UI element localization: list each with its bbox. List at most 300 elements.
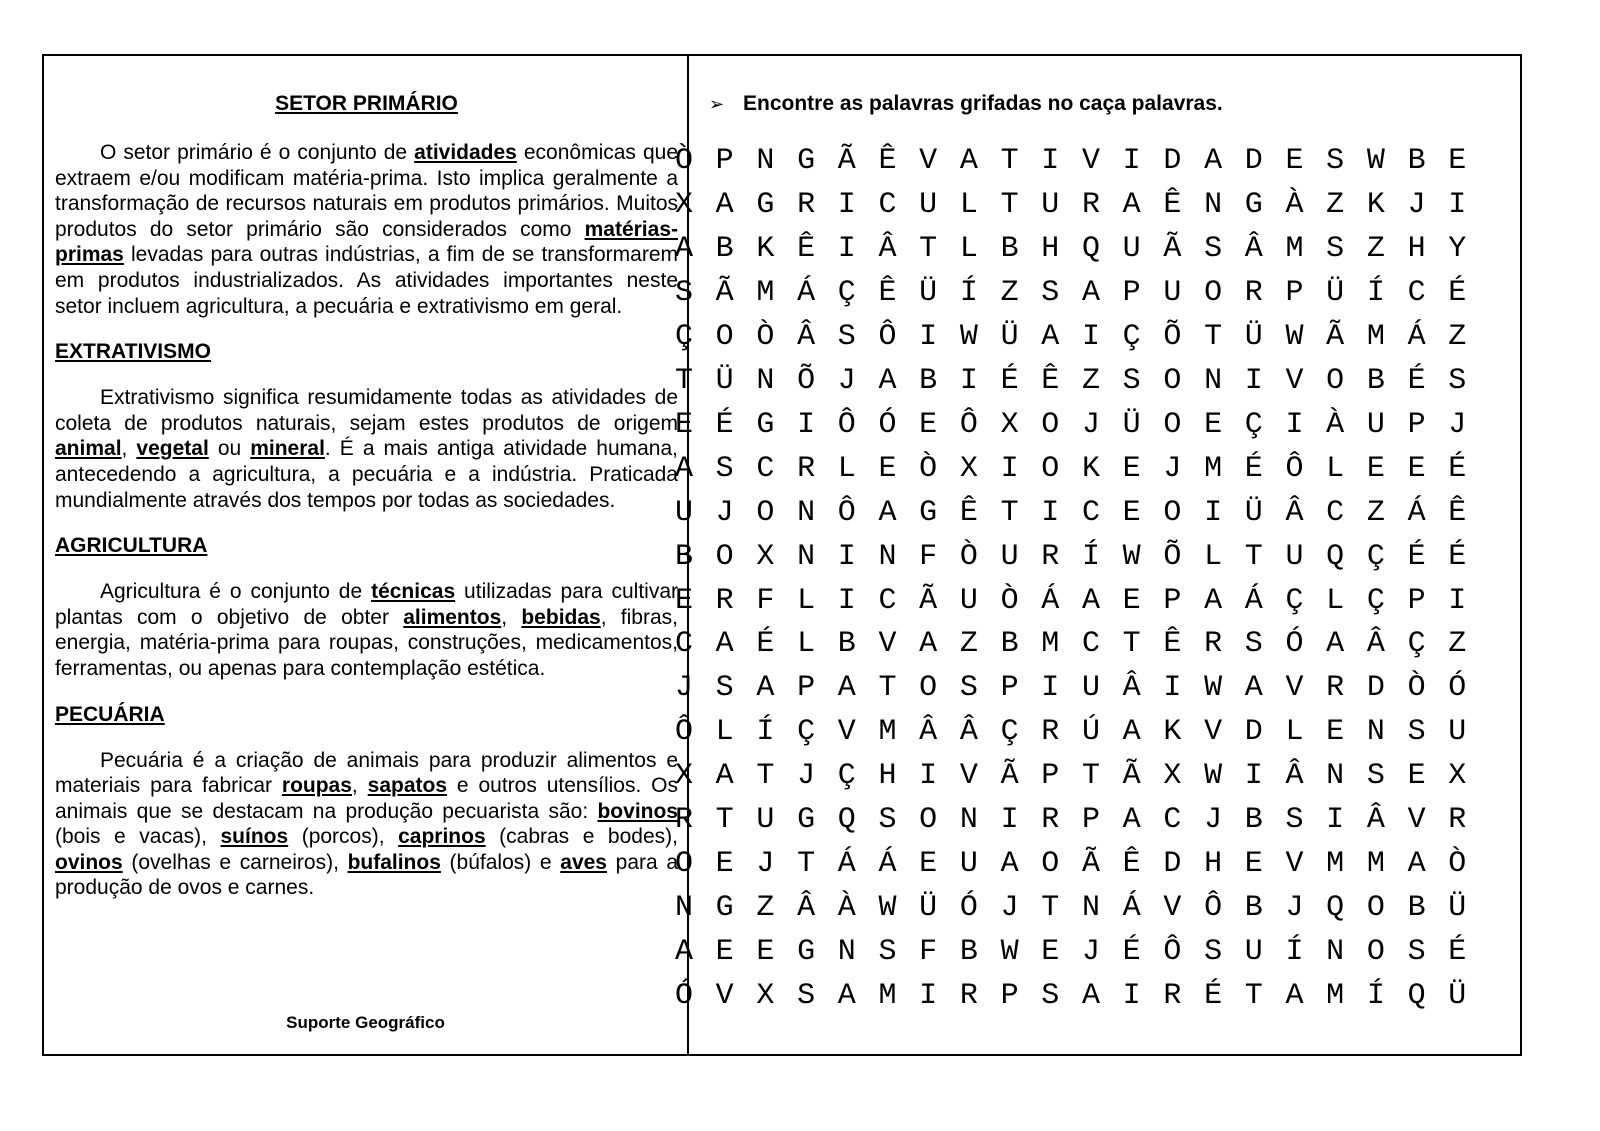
grid-letter[interactable]: Ô	[959, 407, 978, 442]
grid-letter[interactable]: I	[1326, 803, 1345, 838]
grid-letter[interactable]: A	[1081, 583, 1100, 618]
grid-letter[interactable]: E	[715, 847, 734, 882]
grid-letter[interactable]: E	[674, 407, 693, 442]
grid-letter[interactable]: A	[1122, 803, 1141, 838]
grid-letter[interactable]: N	[1326, 935, 1345, 970]
grid-letter[interactable]: Ç	[1366, 583, 1385, 618]
grid-letter[interactable]: S	[715, 451, 734, 486]
grid-letter[interactable]: A	[1081, 275, 1100, 310]
grid-letter[interactable]: Õ	[1163, 319, 1182, 354]
grid-letter[interactable]: Z	[1000, 275, 1019, 310]
grid-letter[interactable]: T	[1122, 627, 1141, 662]
grid-letter[interactable]: S	[1407, 935, 1426, 970]
grid-letter[interactable]: Ü	[715, 363, 734, 398]
grid-letter[interactable]: Y	[1448, 231, 1467, 266]
grid-letter[interactable]: E	[1204, 407, 1223, 442]
grid-letter[interactable]: T	[674, 363, 693, 398]
grid-letter[interactable]: I	[837, 187, 856, 222]
grid-letter[interactable]: Ã	[837, 144, 856, 178]
grid-letter[interactable]: X	[959, 451, 978, 486]
grid-letter[interactable]: P	[1163, 583, 1182, 618]
grid-letter[interactable]: Ç	[797, 715, 816, 750]
grid-letter[interactable]: Á	[1407, 319, 1426, 354]
grid-letter[interactable]: Í	[1081, 539, 1100, 574]
grid-letter[interactable]: I	[1285, 407, 1304, 442]
grid-letter[interactable]: I	[919, 759, 938, 794]
grid-letter[interactable]: Ü	[1122, 407, 1141, 442]
grid-letter[interactable]: F	[756, 583, 775, 618]
grid-letter[interactable]: I	[1000, 803, 1019, 838]
grid-letter[interactable]: Ç	[1366, 539, 1385, 574]
grid-letter[interactable]: I	[837, 539, 856, 574]
grid-letter[interactable]: A	[1081, 979, 1100, 1014]
grid-letter[interactable]: I	[959, 363, 978, 398]
grid-letter[interactable]: A	[715, 627, 734, 662]
grid-letter[interactable]: W	[1285, 319, 1304, 354]
grid-letter[interactable]: Ò	[756, 319, 775, 354]
grid-letter[interactable]: S	[878, 935, 897, 970]
grid-letter[interactable]: M	[878, 979, 897, 1014]
grid-letter[interactable]: É	[756, 627, 775, 662]
grid-letter[interactable]: G	[797, 935, 816, 970]
grid-letter[interactable]: H	[1204, 847, 1223, 882]
grid-letter[interactable]: J	[1163, 451, 1182, 486]
grid-letter[interactable]: H	[1041, 231, 1060, 266]
grid-letter[interactable]: Z	[1366, 231, 1385, 266]
grid-letter[interactable]: I	[1081, 319, 1100, 354]
grid-letter[interactable]: R	[1448, 803, 1467, 838]
grid-letter[interactable]: Á	[837, 847, 856, 882]
grid-letter[interactable]: L	[1326, 451, 1345, 486]
grid-letter[interactable]: Q	[837, 803, 856, 838]
grid-letter[interactable]: U	[1244, 935, 1263, 970]
grid-letter[interactable]: K	[1163, 715, 1182, 750]
grid-letter[interactable]: Í	[1285, 935, 1304, 970]
grid-letter[interactable]: U	[1366, 407, 1385, 442]
grid-letter[interactable]: T	[1000, 187, 1019, 222]
grid-letter[interactable]: N	[756, 363, 775, 398]
grid-letter[interactable]: G	[1244, 187, 1263, 222]
grid-letter[interactable]: B	[959, 935, 978, 970]
grid-letter[interactable]: I	[837, 231, 856, 266]
grid-letter[interactable]: À	[1285, 187, 1304, 222]
grid-letter[interactable]: S	[1326, 144, 1345, 178]
grid-letter[interactable]: Ü	[919, 891, 938, 926]
grid-letter[interactable]: O	[1163, 363, 1182, 398]
grid-letter[interactable]: E	[674, 583, 693, 618]
grid-letter[interactable]: Ô	[837, 407, 856, 442]
grid-letter[interactable]: I	[1041, 671, 1060, 706]
grid-letter[interactable]: L	[1204, 539, 1223, 574]
grid-letter[interactable]: E	[1122, 583, 1141, 618]
grid-letter[interactable]: Ê	[797, 231, 816, 266]
grid-letter[interactable]: P	[1285, 275, 1304, 310]
grid-letter[interactable]: A	[1000, 847, 1019, 882]
grid-letter[interactable]: Â	[1366, 627, 1385, 662]
grid-letter[interactable]: Q	[1326, 891, 1345, 926]
grid-letter[interactable]: J	[1081, 407, 1100, 442]
grid-letter[interactable]: É	[1407, 363, 1426, 398]
grid-letter[interactable]: I	[919, 979, 938, 1014]
grid-letter[interactable]: S	[878, 803, 897, 838]
grid-letter[interactable]: U	[756, 803, 775, 838]
grid-letter[interactable]: É	[1204, 979, 1223, 1014]
grid-letter[interactable]: Q	[1326, 539, 1345, 574]
grid-letter[interactable]: N	[1204, 187, 1223, 222]
grid-letter[interactable]: É	[1407, 539, 1426, 574]
grid-letter[interactable]: Á	[1122, 891, 1141, 926]
grid-letter[interactable]: U	[1000, 539, 1019, 574]
grid-letter[interactable]: E	[1122, 451, 1141, 486]
grid-letter[interactable]: Ã	[919, 583, 938, 618]
grid-letter[interactable]: N	[1204, 363, 1223, 398]
grid-letter[interactable]: N	[797, 495, 816, 530]
grid-letter[interactable]: P	[1000, 671, 1019, 706]
grid-letter[interactable]: Ò	[1448, 847, 1467, 882]
grid-letter[interactable]: Z	[1326, 187, 1345, 222]
grid-letter[interactable]: P	[1407, 407, 1426, 442]
grid-letter[interactable]: S	[715, 671, 734, 706]
grid-letter[interactable]: R	[1244, 275, 1263, 310]
grid-letter[interactable]: D	[1163, 144, 1182, 178]
grid-letter[interactable]: S	[1244, 627, 1263, 662]
grid-letter[interactable]: E	[1407, 451, 1426, 486]
grid-letter[interactable]: Â	[1122, 671, 1141, 706]
grid-letter[interactable]: U	[674, 495, 693, 530]
grid-letter[interactable]: O	[1041, 847, 1060, 882]
grid-letter[interactable]: Ê	[878, 275, 897, 310]
grid-letter[interactable]: Q	[1081, 231, 1100, 266]
grid-letter[interactable]: Â	[1285, 495, 1304, 530]
grid-letter[interactable]: Ã	[1081, 847, 1100, 882]
grid-letter[interactable]: Í	[756, 715, 775, 750]
grid-letter[interactable]: V	[1285, 671, 1304, 706]
grid-letter[interactable]: Ò	[1000, 583, 1019, 618]
grid-letter[interactable]: R	[797, 187, 816, 222]
grid-letter[interactable]: L	[715, 715, 734, 750]
grid-letter[interactable]: T	[1244, 979, 1263, 1014]
grid-letter[interactable]: O	[1204, 275, 1223, 310]
grid-letter[interactable]: N	[1366, 715, 1385, 750]
grid-letter[interactable]: G	[797, 803, 816, 838]
grid-letter[interactable]: A	[919, 627, 938, 662]
grid-letter[interactable]: K	[1081, 451, 1100, 486]
grid-letter[interactable]: C	[878, 583, 897, 618]
grid-letter[interactable]: S	[797, 979, 816, 1014]
grid-letter[interactable]: F	[919, 539, 938, 574]
grid-letter[interactable]: N	[674, 891, 693, 926]
grid-letter[interactable]: D	[1244, 715, 1263, 750]
grid-letter[interactable]: Á	[1407, 495, 1426, 530]
grid-letter[interactable]: Â	[1366, 803, 1385, 838]
grid-letter[interactable]: T	[878, 671, 897, 706]
grid-letter[interactable]: I	[1122, 979, 1141, 1014]
grid-letter[interactable]: W	[1366, 144, 1385, 178]
grid-letter[interactable]: T	[919, 231, 938, 266]
grid-letter[interactable]: R	[959, 979, 978, 1014]
grid-letter[interactable]: V	[1081, 144, 1100, 178]
grid-letter[interactable]: M	[756, 275, 775, 310]
grid-letter[interactable]: P	[1000, 979, 1019, 1014]
grid-letter[interactable]: P	[1407, 583, 1426, 618]
grid-letter[interactable]: C	[1081, 495, 1100, 530]
grid-letter[interactable]: Ô	[878, 319, 897, 354]
grid-letter[interactable]: N	[959, 803, 978, 838]
grid-letter[interactable]: J	[1081, 935, 1100, 970]
grid-letter[interactable]: Z	[756, 891, 775, 926]
grid-letter[interactable]: E	[1041, 935, 1060, 970]
grid-letter[interactable]: O	[1366, 935, 1385, 970]
grid-letter[interactable]: Z	[1366, 495, 1385, 530]
grid-letter[interactable]: Ò	[919, 451, 938, 486]
grid-letter[interactable]: I	[1448, 187, 1467, 222]
grid-letter[interactable]: I	[1041, 144, 1060, 178]
grid-letter[interactable]: G	[797, 144, 816, 178]
grid-letter[interactable]: A	[674, 231, 693, 266]
grid-letter[interactable]: E	[1326, 715, 1345, 750]
grid-letter[interactable]: Ò	[674, 144, 693, 178]
grid-letter[interactable]: E	[1122, 495, 1141, 530]
grid-letter[interactable]: L	[797, 583, 816, 618]
grid-letter[interactable]: J	[1204, 803, 1223, 838]
grid-letter[interactable]: G	[756, 407, 775, 442]
grid-letter[interactable]: E	[756, 935, 775, 970]
grid-letter[interactable]: V	[1407, 803, 1426, 838]
grid-letter[interactable]: Ç	[837, 759, 856, 794]
grid-letter[interactable]: I	[1163, 671, 1182, 706]
grid-letter[interactable]: C	[1407, 275, 1426, 310]
grid-letter[interactable]: T	[797, 847, 816, 882]
grid-letter[interactable]: Ç	[1407, 627, 1426, 662]
grid-letter[interactable]: J	[1000, 891, 1019, 926]
grid-letter[interactable]: L	[837, 451, 856, 486]
grid-letter[interactable]: T	[1000, 144, 1019, 178]
grid-letter[interactable]: I	[797, 407, 816, 442]
grid-letter[interactable]: Õ	[797, 363, 816, 398]
grid-letter[interactable]: O	[715, 539, 734, 574]
grid-letter[interactable]: L	[959, 187, 978, 222]
grid-letter[interactable]: Ç	[674, 319, 693, 354]
grid-letter[interactable]: J	[797, 759, 816, 794]
grid-letter[interactable]: P	[1122, 275, 1141, 310]
grid-letter[interactable]: Ç	[1244, 407, 1263, 442]
grid-letter[interactable]: B	[1000, 627, 1019, 662]
grid-letter[interactable]: X	[756, 979, 775, 1014]
grid-letter[interactable]: A	[837, 671, 856, 706]
grid-letter[interactable]: N	[878, 539, 897, 574]
grid-letter[interactable]: L	[1285, 715, 1304, 750]
grid-letter[interactable]: M	[1366, 847, 1385, 882]
grid-letter[interactable]: É	[1244, 451, 1263, 486]
grid-letter[interactable]: A	[1326, 627, 1345, 662]
grid-letter[interactable]: E	[1407, 759, 1426, 794]
grid-letter[interactable]: T	[1081, 759, 1100, 794]
grid-letter[interactable]: V	[1204, 715, 1223, 750]
grid-letter[interactable]: R	[1081, 187, 1100, 222]
grid-letter[interactable]: H	[878, 759, 897, 794]
grid-letter[interactable]: M	[1326, 847, 1345, 882]
grid-letter[interactable]: Ô	[837, 495, 856, 530]
grid-letter[interactable]: W	[959, 319, 978, 354]
grid-letter[interactable]: N	[1326, 759, 1345, 794]
grid-letter[interactable]: V	[1163, 891, 1182, 926]
grid-letter[interactable]: E	[1448, 144, 1467, 178]
grid-letter[interactable]: E	[1285, 144, 1304, 178]
grid-letter[interactable]: É	[1448, 935, 1467, 970]
grid-letter[interactable]: J	[837, 363, 856, 398]
grid-letter[interactable]: B	[1407, 144, 1426, 178]
grid-letter[interactable]: W	[878, 891, 897, 926]
grid-letter[interactable]: É	[1122, 935, 1141, 970]
grid-letter[interactable]: Ê	[1448, 495, 1467, 530]
grid-letter[interactable]: Á	[878, 847, 897, 882]
grid-letter[interactable]: N	[837, 935, 856, 970]
grid-letter[interactable]: É	[715, 407, 734, 442]
grid-letter[interactable]: E	[919, 847, 938, 882]
grid-letter[interactable]: I	[1448, 583, 1467, 618]
grid-letter[interactable]: L	[1326, 583, 1345, 618]
grid-letter[interactable]: Ô	[1285, 451, 1304, 486]
grid-letter[interactable]: A	[1244, 671, 1263, 706]
grid-letter[interactable]: Â	[878, 231, 897, 266]
grid-letter[interactable]: E	[919, 407, 938, 442]
grid-letter[interactable]: R	[1163, 979, 1182, 1014]
grid-letter[interactable]: V	[959, 759, 978, 794]
grid-letter[interactable]: S	[1407, 715, 1426, 750]
grid-letter[interactable]: É	[1448, 539, 1467, 574]
grid-letter[interactable]: Í	[1366, 979, 1385, 1014]
grid-letter[interactable]: I	[1204, 495, 1223, 530]
grid-letter[interactable]: Â	[1285, 759, 1304, 794]
grid-letter[interactable]: Ã	[1122, 759, 1141, 794]
grid-letter[interactable]: Ü	[1000, 319, 1019, 354]
grid-letter[interactable]: O	[674, 847, 693, 882]
grid-letter[interactable]: V	[715, 979, 734, 1014]
grid-letter[interactable]: A	[1407, 847, 1426, 882]
grid-letter[interactable]: G	[715, 891, 734, 926]
grid-letter[interactable]: B	[1244, 891, 1263, 926]
grid-letter[interactable]: Ã	[1326, 319, 1345, 354]
grid-letter[interactable]: Á	[1244, 583, 1263, 618]
grid-letter[interactable]: Á	[1041, 583, 1060, 618]
grid-letter[interactable]: I	[1041, 495, 1060, 530]
grid-letter[interactable]: Ê	[1163, 187, 1182, 222]
grid-letter[interactable]: U	[959, 847, 978, 882]
grid-letter[interactable]: K	[1366, 187, 1385, 222]
grid-letter[interactable]: Ç	[837, 275, 856, 310]
grid-letter[interactable]: W	[1000, 935, 1019, 970]
grid-letter[interactable]: Â	[1244, 231, 1263, 266]
grid-letter[interactable]: V	[1285, 847, 1304, 882]
grid-letter[interactable]: A	[878, 363, 897, 398]
grid-letter[interactable]: Z	[1448, 319, 1467, 354]
grid-letter[interactable]: O	[1366, 891, 1385, 926]
grid-letter[interactable]: Ã	[1163, 231, 1182, 266]
grid-letter[interactable]: S	[1204, 231, 1223, 266]
grid-letter[interactable]: Ü	[1244, 495, 1263, 530]
grid-letter[interactable]: B	[1366, 363, 1385, 398]
grid-letter[interactable]: T	[1041, 891, 1060, 926]
grid-letter[interactable]: U	[1448, 715, 1467, 750]
grid-letter[interactable]: Ç	[1122, 319, 1141, 354]
grid-letter[interactable]: Z	[1081, 363, 1100, 398]
grid-letter[interactable]: M	[878, 715, 897, 750]
grid-letter[interactable]: Ò	[1407, 671, 1426, 706]
grid-letter[interactable]: J	[1448, 407, 1467, 442]
grid-letter[interactable]: T	[1000, 495, 1019, 530]
grid-letter[interactable]: Â	[797, 319, 816, 354]
grid-letter[interactable]: V	[878, 627, 897, 662]
grid-letter[interactable]: L	[797, 627, 816, 662]
grid-letter[interactable]: C	[756, 451, 775, 486]
grid-letter[interactable]: À	[1326, 407, 1345, 442]
grid-letter[interactable]: A	[878, 495, 897, 530]
grid-letter[interactable]: R	[674, 803, 693, 838]
grid-letter[interactable]: U	[1163, 275, 1182, 310]
grid-letter[interactable]: S	[1366, 759, 1385, 794]
grid-letter[interactable]: B	[715, 231, 734, 266]
grid-letter[interactable]: X	[1000, 407, 1019, 442]
grid-letter[interactable]: R	[1041, 803, 1060, 838]
grid-letter[interactable]: B	[1407, 891, 1426, 926]
grid-letter[interactable]: B	[1244, 803, 1263, 838]
grid-letter[interactable]: D	[1244, 144, 1263, 178]
grid-letter[interactable]: I	[1122, 144, 1141, 178]
grid-letter[interactable]: O	[1041, 451, 1060, 486]
grid-letter[interactable]: M	[1204, 451, 1223, 486]
grid-letter[interactable]: P	[1041, 759, 1060, 794]
grid-letter[interactable]: R	[1326, 671, 1345, 706]
grid-letter[interactable]: E	[878, 451, 897, 486]
grid-letter[interactable]: R	[797, 451, 816, 486]
grid-letter[interactable]: Ç	[1000, 715, 1019, 750]
grid-letter[interactable]: J	[1407, 187, 1426, 222]
grid-letter[interactable]: Ó	[959, 891, 978, 926]
grid-letter[interactable]: R	[1041, 539, 1060, 574]
grid-letter[interactable]: A	[674, 451, 693, 486]
grid-letter[interactable]: Â	[797, 891, 816, 926]
grid-letter[interactable]: Ê	[1163, 627, 1182, 662]
grid-letter[interactable]: N	[756, 144, 775, 178]
grid-letter[interactable]: Z	[959, 627, 978, 662]
grid-letter[interactable]: B	[674, 539, 693, 574]
grid-letter[interactable]: O	[1326, 363, 1345, 398]
grid-letter[interactable]: Í	[959, 275, 978, 310]
grid-letter[interactable]: J	[1285, 891, 1304, 926]
grid-letter[interactable]: K	[756, 231, 775, 266]
grid-letter[interactable]: N	[1081, 891, 1100, 926]
grid-letter[interactable]: Ó	[1285, 627, 1304, 662]
grid-letter[interactable]: A	[1204, 144, 1223, 178]
grid-letter[interactable]: A	[674, 935, 693, 970]
grid-letter[interactable]: U	[1285, 539, 1304, 574]
grid-letter[interactable]: A	[959, 144, 978, 178]
grid-letter[interactable]: C	[1163, 803, 1182, 838]
grid-letter[interactable]: E	[1244, 847, 1263, 882]
grid-letter[interactable]: U	[1081, 671, 1100, 706]
grid-letter[interactable]: F	[919, 935, 938, 970]
grid-letter[interactable]: D	[1366, 671, 1385, 706]
grid-letter[interactable]: A	[1122, 187, 1141, 222]
grid-letter[interactable]: V	[837, 715, 856, 750]
grid-letter[interactable]: M	[1041, 627, 1060, 662]
grid-letter[interactable]: À	[837, 891, 856, 926]
grid-letter[interactable]: S	[1326, 231, 1345, 266]
grid-letter[interactable]: Â	[919, 715, 938, 750]
grid-letter[interactable]: S	[959, 671, 978, 706]
grid-letter[interactable]: X	[674, 759, 693, 794]
grid-letter[interactable]: I	[1000, 451, 1019, 486]
